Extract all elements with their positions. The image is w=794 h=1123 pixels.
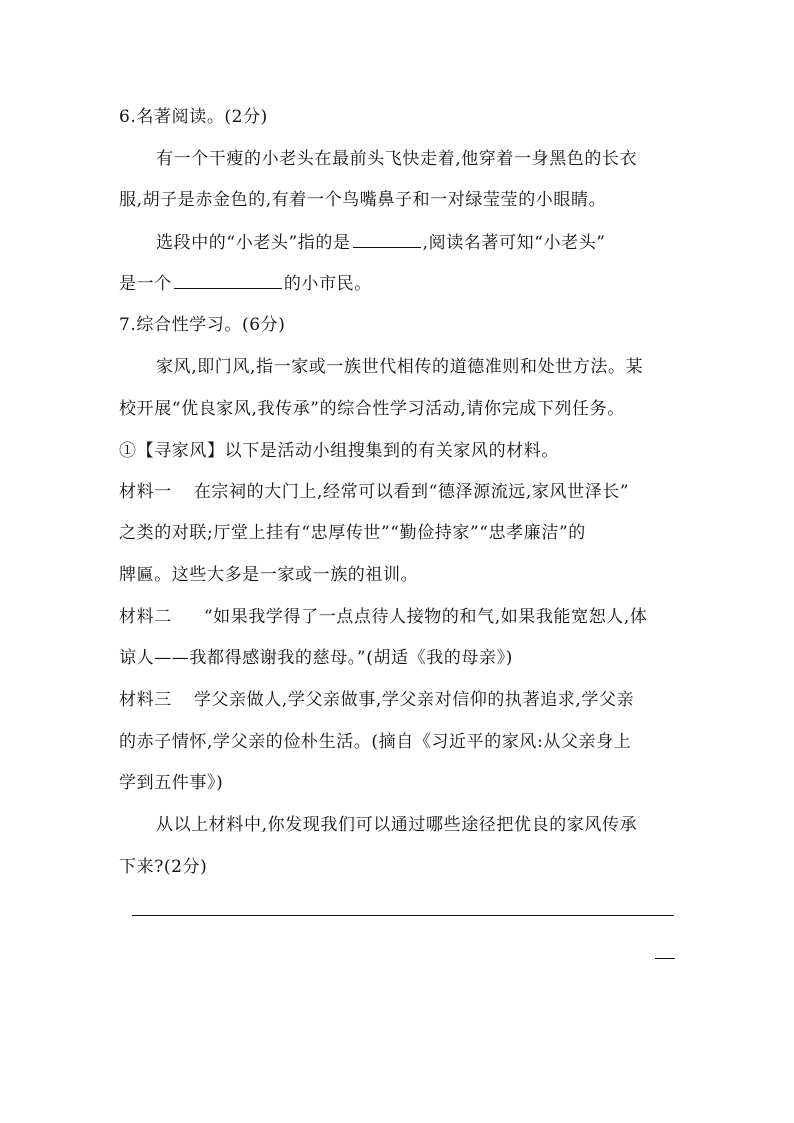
answer-blank[interactable] <box>353 231 421 248</box>
q6-prompt-text: ,阅读名著可知“小老头” <box>422 233 606 253</box>
material-text: “如果我学得了一点点待人接物的和气,如果我能宽恕人,体 <box>203 607 648 627</box>
answer-line[interactable] <box>655 958 675 959</box>
q7-question-line: 从以上材料中,你发现我们可以通过哪些途径把优良的家风传承 <box>156 815 638 835</box>
material-label: 材料一 <box>119 482 172 502</box>
q6-prompt-text: 的小市民。 <box>283 274 372 294</box>
answer-line[interactable] <box>132 915 674 916</box>
question-7-heading: 7.综合性学习。(6分) <box>119 315 286 335</box>
material-2-line: 谅人——我都得感谢我的慈母。”(胡适《我的母亲》) <box>119 648 513 668</box>
material-text: 在宗祠的大门上,经常可以看到“德泽源流远,家风世泽长” <box>193 482 630 502</box>
material-2-line <box>119 606 679 628</box>
q6-passage-line: 有一个干瘦的小老头在最前头飞快走着,他穿着一身黑色的长衣 <box>156 149 638 169</box>
material-3-line: 学到五件事》) <box>119 773 224 793</box>
q6-passage-line: 服,胡子是赤金色的,有着一个鸟嘴鼻子和一对绿莹莹的小眼睛。 <box>119 190 607 210</box>
material-3-line <box>119 689 679 711</box>
material-1-line <box>119 481 679 503</box>
material-label: 材料二 <box>119 607 172 627</box>
answer-blank[interactable] <box>174 272 282 289</box>
question-6-heading: 6.名著阅读。(2分) <box>119 107 268 127</box>
q6-prompt-text: 是一个 <box>119 274 172 294</box>
task-1-label: ①【寻家风】以下是活动小组搜集到的有关家风的材料。 <box>119 441 559 461</box>
material-1-line: 牌匾。这些大多是一家或一族的祖训。 <box>119 565 419 585</box>
material-3-line: 的赤子情怀,学父亲的俭朴生活。(摘自《习近平的家风:从父亲身上 <box>119 732 632 752</box>
q7-intro-line: 校开展“优良家风,我传承”的综合性学习活动,请你完成下列任务。 <box>119 399 625 419</box>
q6-prompt-line <box>119 272 679 295</box>
q7-intro-line: 家风,即门风,指一家或一族世代相传的道德准则和处世方法。某 <box>156 357 644 377</box>
material-text: 学父亲做人,学父亲做事,学父亲对信仰的执著追求,学父亲 <box>193 690 635 710</box>
q6-prompt-line <box>156 231 676 254</box>
material-label: 材料三 <box>119 690 172 710</box>
q6-prompt-text: 选段中的“小老头”指的是 <box>156 233 351 253</box>
material-1-line: 之类的对联;厅堂上挂有“忠厚传世”“勤俭持家”“忠孝廉洁”的 <box>119 523 586 543</box>
q7-question-line: 下来?(2分) <box>119 857 208 877</box>
